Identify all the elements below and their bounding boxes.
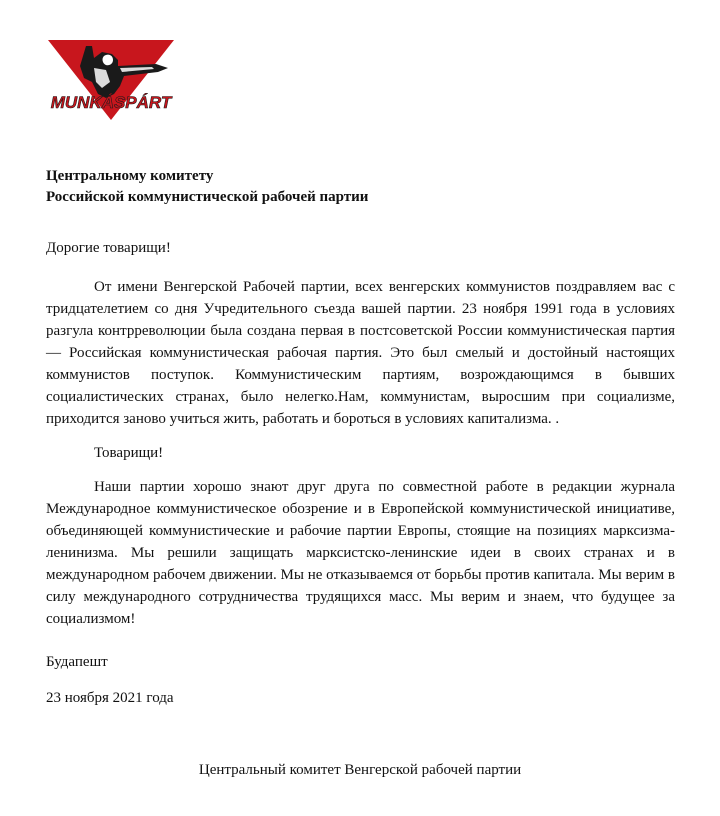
recipient-block xyxy=(46,166,368,208)
letter-body xyxy=(46,276,675,630)
city: Будапешт xyxy=(46,654,108,670)
worker-pointing-emblem-icon xyxy=(46,38,176,122)
logo-wordmark: MUNKÁSPÁRT xyxy=(50,93,172,112)
recipient-line-2: Российской коммунистической рабочей партии xyxy=(46,189,369,205)
paragraph-comrades: Товарищи! xyxy=(94,445,164,461)
greeting: Дорогие товарищи! xyxy=(46,240,171,256)
signature: Центральный комитет Венгерской рабочей партии xyxy=(198,762,522,778)
date: 23 ноября 2021 года xyxy=(46,690,174,706)
party-logo xyxy=(46,38,176,122)
recipient-line-1: Центральному комитету xyxy=(46,168,214,184)
paragraph-1: От имени Венгерской Рабочей партии, всех венгерских коммунистов поздравляем вас с тридцателетием со дня Учредительного съезда вашей партии. 23 ноября 1991 года в условиях разгула контрреволюции была создана первая в постсоветской России коммунистическая партия — Российская коммунистическая рабочая партия. Это был смелый и достойный настоящих коммунистов поступок. Коммунистическим партиям, возрождающимся в бывших социалистических странах, было нелегко.Нам, коммунистам, выросшим при социализме, приходится заново учиться жить, работать и бороться в условиях капитализма. . xyxy=(46,279,675,427)
paragraph-3: Наши партии хорошо знают друг друга по совместной работе в редакции журнала Международное коммунистическое обозрение и в Европейской коммунистической инициативе, объединяющей коммунистические и рабочие партии Европы, стоящие на позициях марксизма-ленинизма. Мы решили защищать марксистско-ленинские идеи в своих странах и в международном рабочем движении. Мы не отказываемся от борьбы против капитала. Мы верим в силу международного сотрудничества трудящихся масс. Мы верим и знаем, что будущее за социализмом! xyxy=(46,479,675,627)
